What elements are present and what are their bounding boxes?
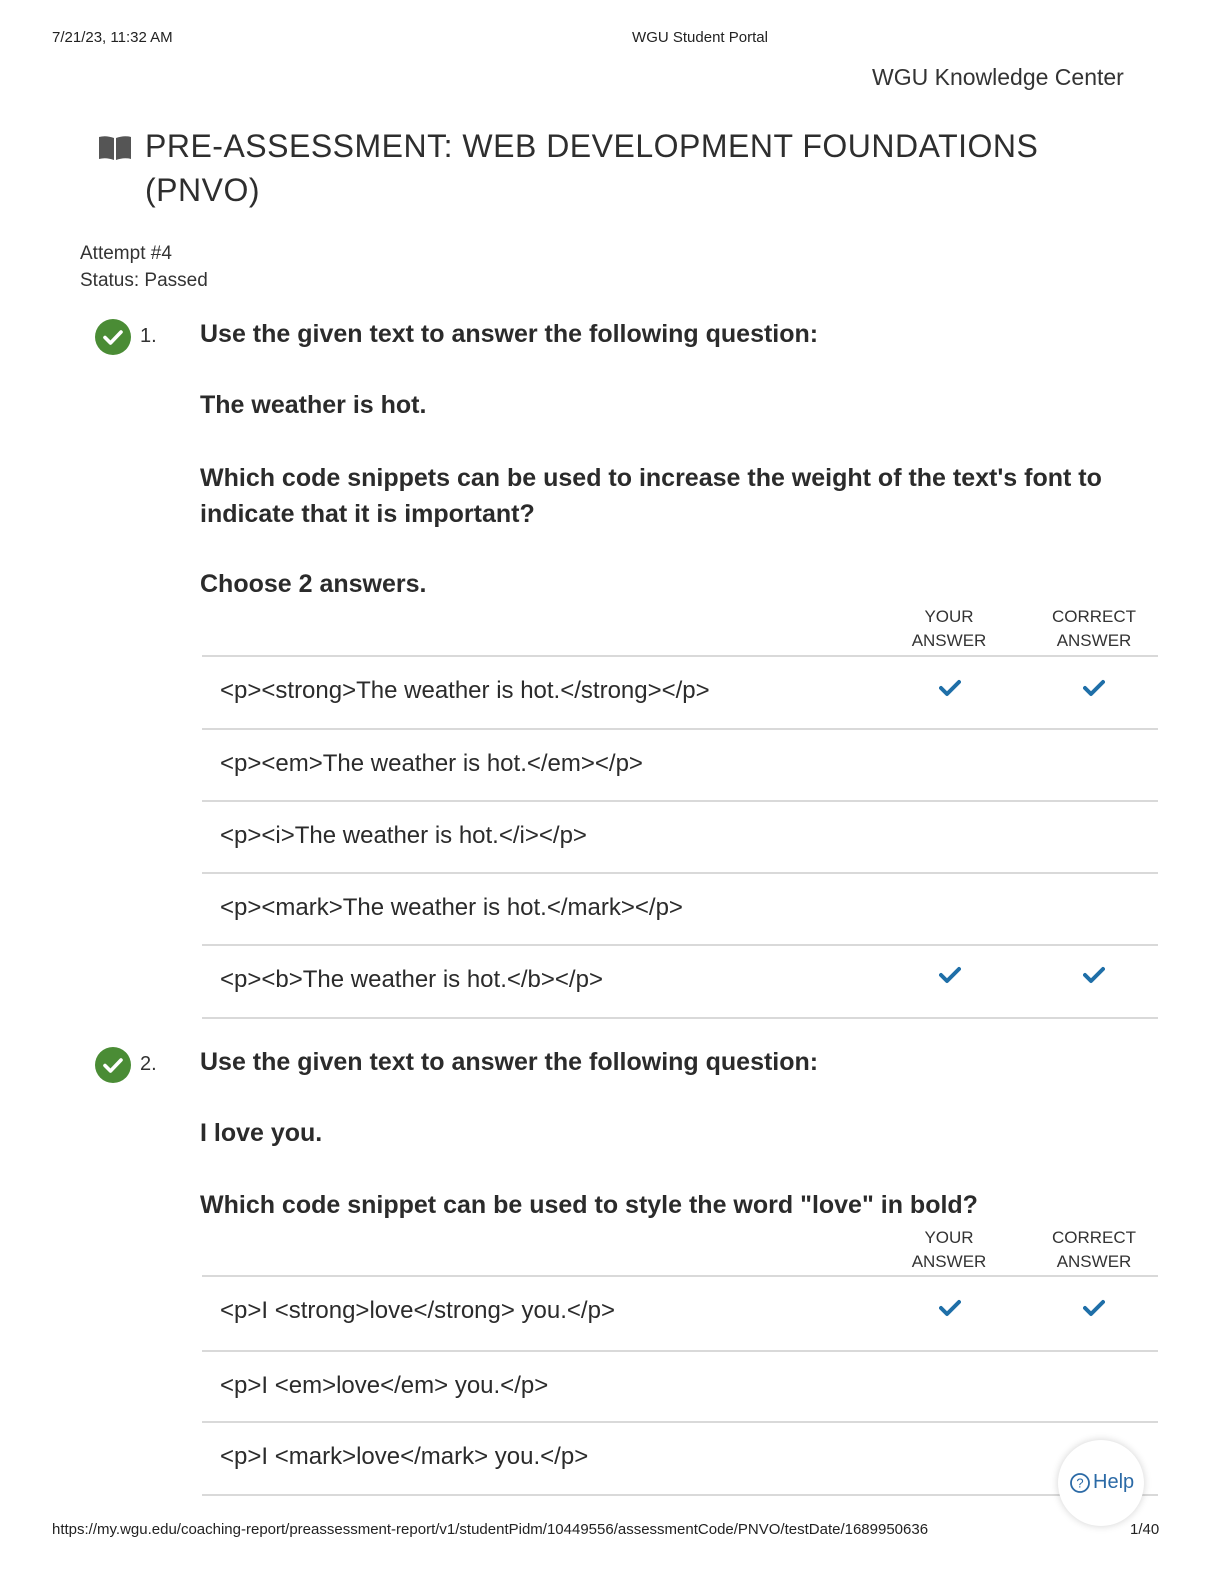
correct-answer-check-icon <box>1083 966 1105 984</box>
attempt-number: Attempt #4 <box>80 243 172 264</box>
svg-text:?: ? <box>1076 1475 1084 1491</box>
answer-option <box>202 944 1158 1019</box>
given-text: The weather is hot. <box>200 391 427 419</box>
print-datetime: 7/21/23, 11:32 AM <box>52 29 173 46</box>
your-answer-header: YOUR ANSWER <box>911 607 987 650</box>
correct-answer-check-icon <box>1083 679 1105 697</box>
answer-code: <p><b>The weather is hot.</b></p> <box>220 966 603 993</box>
answer-code: <p><strong>The weather is hot.</strong></p> <box>220 677 710 704</box>
question-number: 2. <box>140 1053 157 1075</box>
question-number: 1. <box>140 325 157 347</box>
print-url: https://my.wgu.edu/coaching-report/preassessment-report/v1/studentPidm/10449556/assessmentCode/PNVO/testDate/1689950636 <box>52 1521 929 1538</box>
answer-code: <p><em>The weather is hot.</em></p> <box>220 750 643 777</box>
knowledge-center-link[interactable]: WGU Knowledge Center <box>872 64 1124 90</box>
print-header <box>0 29 1224 49</box>
question-circle-icon <box>1069 1472 1091 1499</box>
page-title <box>145 124 1095 212</box>
answer-option <box>202 1275 1158 1348</box>
question-prompt: Use the given text to answer the following question: <box>200 320 819 348</box>
help-button[interactable] <box>1058 1440 1144 1526</box>
title-line-1: PRE-ASSESSMENT: WEB DEVELOPMENT FOUNDATIONS <box>145 128 1039 164</box>
correct-answer-header: CORRECT ANSWER <box>1051 1228 1137 1271</box>
your-answer-check-icon <box>939 679 961 697</box>
answer-option <box>202 655 1158 728</box>
answer-code: <p>I <mark>love</mark> you.</p> <box>220 1443 589 1470</box>
book-icon <box>98 134 132 167</box>
your-answer-check-icon <box>939 1299 961 1317</box>
your-answer-header: YOUR ANSWER <box>911 1228 987 1271</box>
print-page-title: WGU Student Portal <box>632 29 768 46</box>
answer-option <box>202 872 1158 945</box>
answer-code: <p><i>The weather is hot.</i></p> <box>220 822 587 849</box>
correct-badge-icon <box>95 319 131 355</box>
question-text: Which code snippets can be used to increase the weight of the text's font to indicate that it is important? <box>200 464 1102 528</box>
question-instruction: Choose 2 answers. <box>200 570 427 598</box>
help-label: Help <box>1093 1471 1135 1493</box>
question-text: Which code snippet can be used to style the word "love" in bold? <box>200 1191 978 1219</box>
answer-code: <p>I <strong>love</strong> you.</p> <box>220 1297 615 1324</box>
title-line-2: (PNVO) <box>145 172 260 208</box>
answer-code: <p>I <em>love</em> you.</p> <box>220 1372 549 1399</box>
attempt-status: Status: Passed <box>80 270 208 291</box>
answer-option <box>202 1421 1158 1496</box>
answer-option <box>202 1350 1158 1423</box>
question-prompt: Use the given text to answer the following question: <box>200 1048 819 1076</box>
correct-answer-header: CORRECT ANSWER <box>1051 607 1137 650</box>
your-answer-check-icon <box>939 966 961 984</box>
page-counter: 1/40 <box>1130 1521 1160 1538</box>
answer-option <box>202 800 1158 873</box>
answer-option <box>202 728 1158 801</box>
correct-badge-icon <box>95 1047 131 1083</box>
given-text: I love you. <box>200 1119 323 1147</box>
attempt-meta <box>80 240 208 294</box>
correct-answer-check-icon <box>1083 1299 1105 1317</box>
answer-code: <p><mark>The weather is hot.</mark></p> <box>220 894 683 921</box>
